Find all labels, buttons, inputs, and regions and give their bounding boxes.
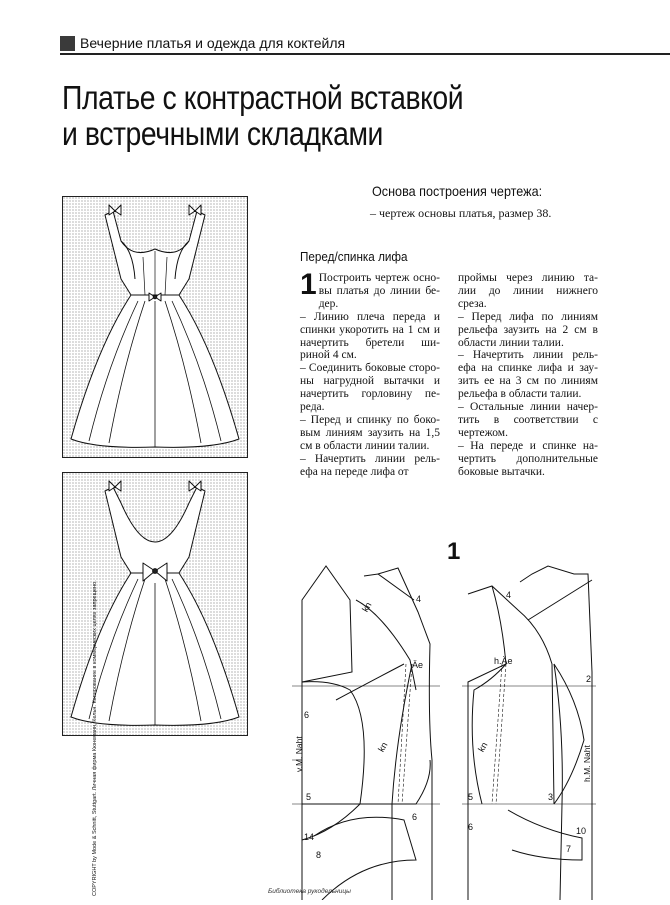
construction-base: – чертеж основы платья, размер 38. — [370, 206, 552, 220]
figure-number: 1 — [447, 538, 461, 565]
pattern-drawing — [292, 560, 670, 900]
title-line-1: Платье с контрастной вставкой — [62, 79, 464, 116]
pattern-number: 2 — [586, 674, 592, 684]
pattern-number: 4 — [506, 590, 512, 600]
pattern-number: 10 — [576, 826, 587, 836]
section-title-text: Вечерние платья и одежда для коктейля — [80, 35, 346, 51]
instruction-paragraph: – Перед и спинку по боко- вым линиям заузить на 1,5 см в области линии талии. — [300, 413, 440, 452]
instruction-paragraph: Построить чертеж осно- вы платья до линии бе- дер. — [318, 272, 440, 310]
pattern-number: 5 — [468, 792, 474, 802]
instruction-paragraph: – Остальные линии начер- тить в соответствии с чертежом. — [458, 401, 598, 439]
instruction-paragraph: – Линию плеча переда и спинки укоротить на 1 см и начертить бретели ши- риной 4 см. — [300, 310, 440, 362]
side-copyright-text: COPYRIGHT by Mode & Schnitt, Stuttgart. Личная фирма Кюнеманн, Кельн. Копирование в коммерческих целях запрещено. — [92, 580, 98, 896]
instruction-paragraph: – Начертить линии рель- ефа на спинке лифа и зау- зить ее на 3 см по линиям рельефа в области талии. — [458, 349, 598, 401]
pattern-label-kn: kn — [360, 600, 374, 614]
instructions-column-1 — [300, 268, 440, 479]
page-title — [62, 80, 463, 152]
header-rule — [60, 53, 670, 55]
pattern-label-kn: kn — [376, 740, 390, 754]
pattern-label-vm-naht: v.M. Naht — [294, 736, 304, 772]
pattern-number: 7 — [566, 844, 572, 854]
pattern-label-ae: Äe — [412, 660, 424, 670]
construction-heading: Основа построения чертежа: — [372, 183, 543, 199]
pattern-label-hm-naht: h.M. Naht — [582, 745, 592, 782]
dress-back-illustration — [62, 472, 248, 736]
pattern-label-hae: h.Äe — [494, 656, 513, 666]
instruction-paragraph: – Соединить боковые сторо- ны нагрудной вытачки и начертить горловину пе- реда. — [300, 362, 440, 414]
pattern-number: 3 — [548, 792, 554, 802]
pattern-number: 8 — [316, 850, 322, 860]
pattern-label-kn: kn — [476, 740, 490, 754]
dress-front-illustration — [62, 196, 248, 458]
step-number: 1 — [300, 268, 317, 301]
pattern-number: 5 — [306, 792, 312, 802]
footer-watermark: Библиотека рукодельницы — [268, 888, 351, 895]
pattern-number: 4 — [416, 594, 422, 604]
pattern-number: 6 — [412, 812, 418, 822]
instruction-paragraph: – На переде и спинке на- чертить дополнительные боковые вытачки. — [458, 439, 598, 478]
instructions-column-2 — [458, 272, 598, 479]
section-header — [60, 34, 670, 54]
instruction-paragraph: проймы через линию та- лии до линии нижнего среза. — [458, 272, 598, 310]
pattern-number: 6 — [468, 822, 474, 832]
header-square-icon — [60, 36, 75, 51]
pattern-number: 6 — [304, 710, 310, 720]
bodice-heading: Перед/спинка лифа — [300, 249, 408, 264]
side-copyright — [92, 580, 106, 900]
instruction-paragraph: – Начертить линии рель- ефа на переде лифа от — [300, 452, 440, 478]
instruction-paragraph: – Перед лифа по линиям рельефа заузить на 2 см в области линии талии. — [458, 310, 598, 349]
title-line-2: и встречными складками — [62, 115, 383, 152]
pattern-number: 14 — [304, 832, 315, 842]
